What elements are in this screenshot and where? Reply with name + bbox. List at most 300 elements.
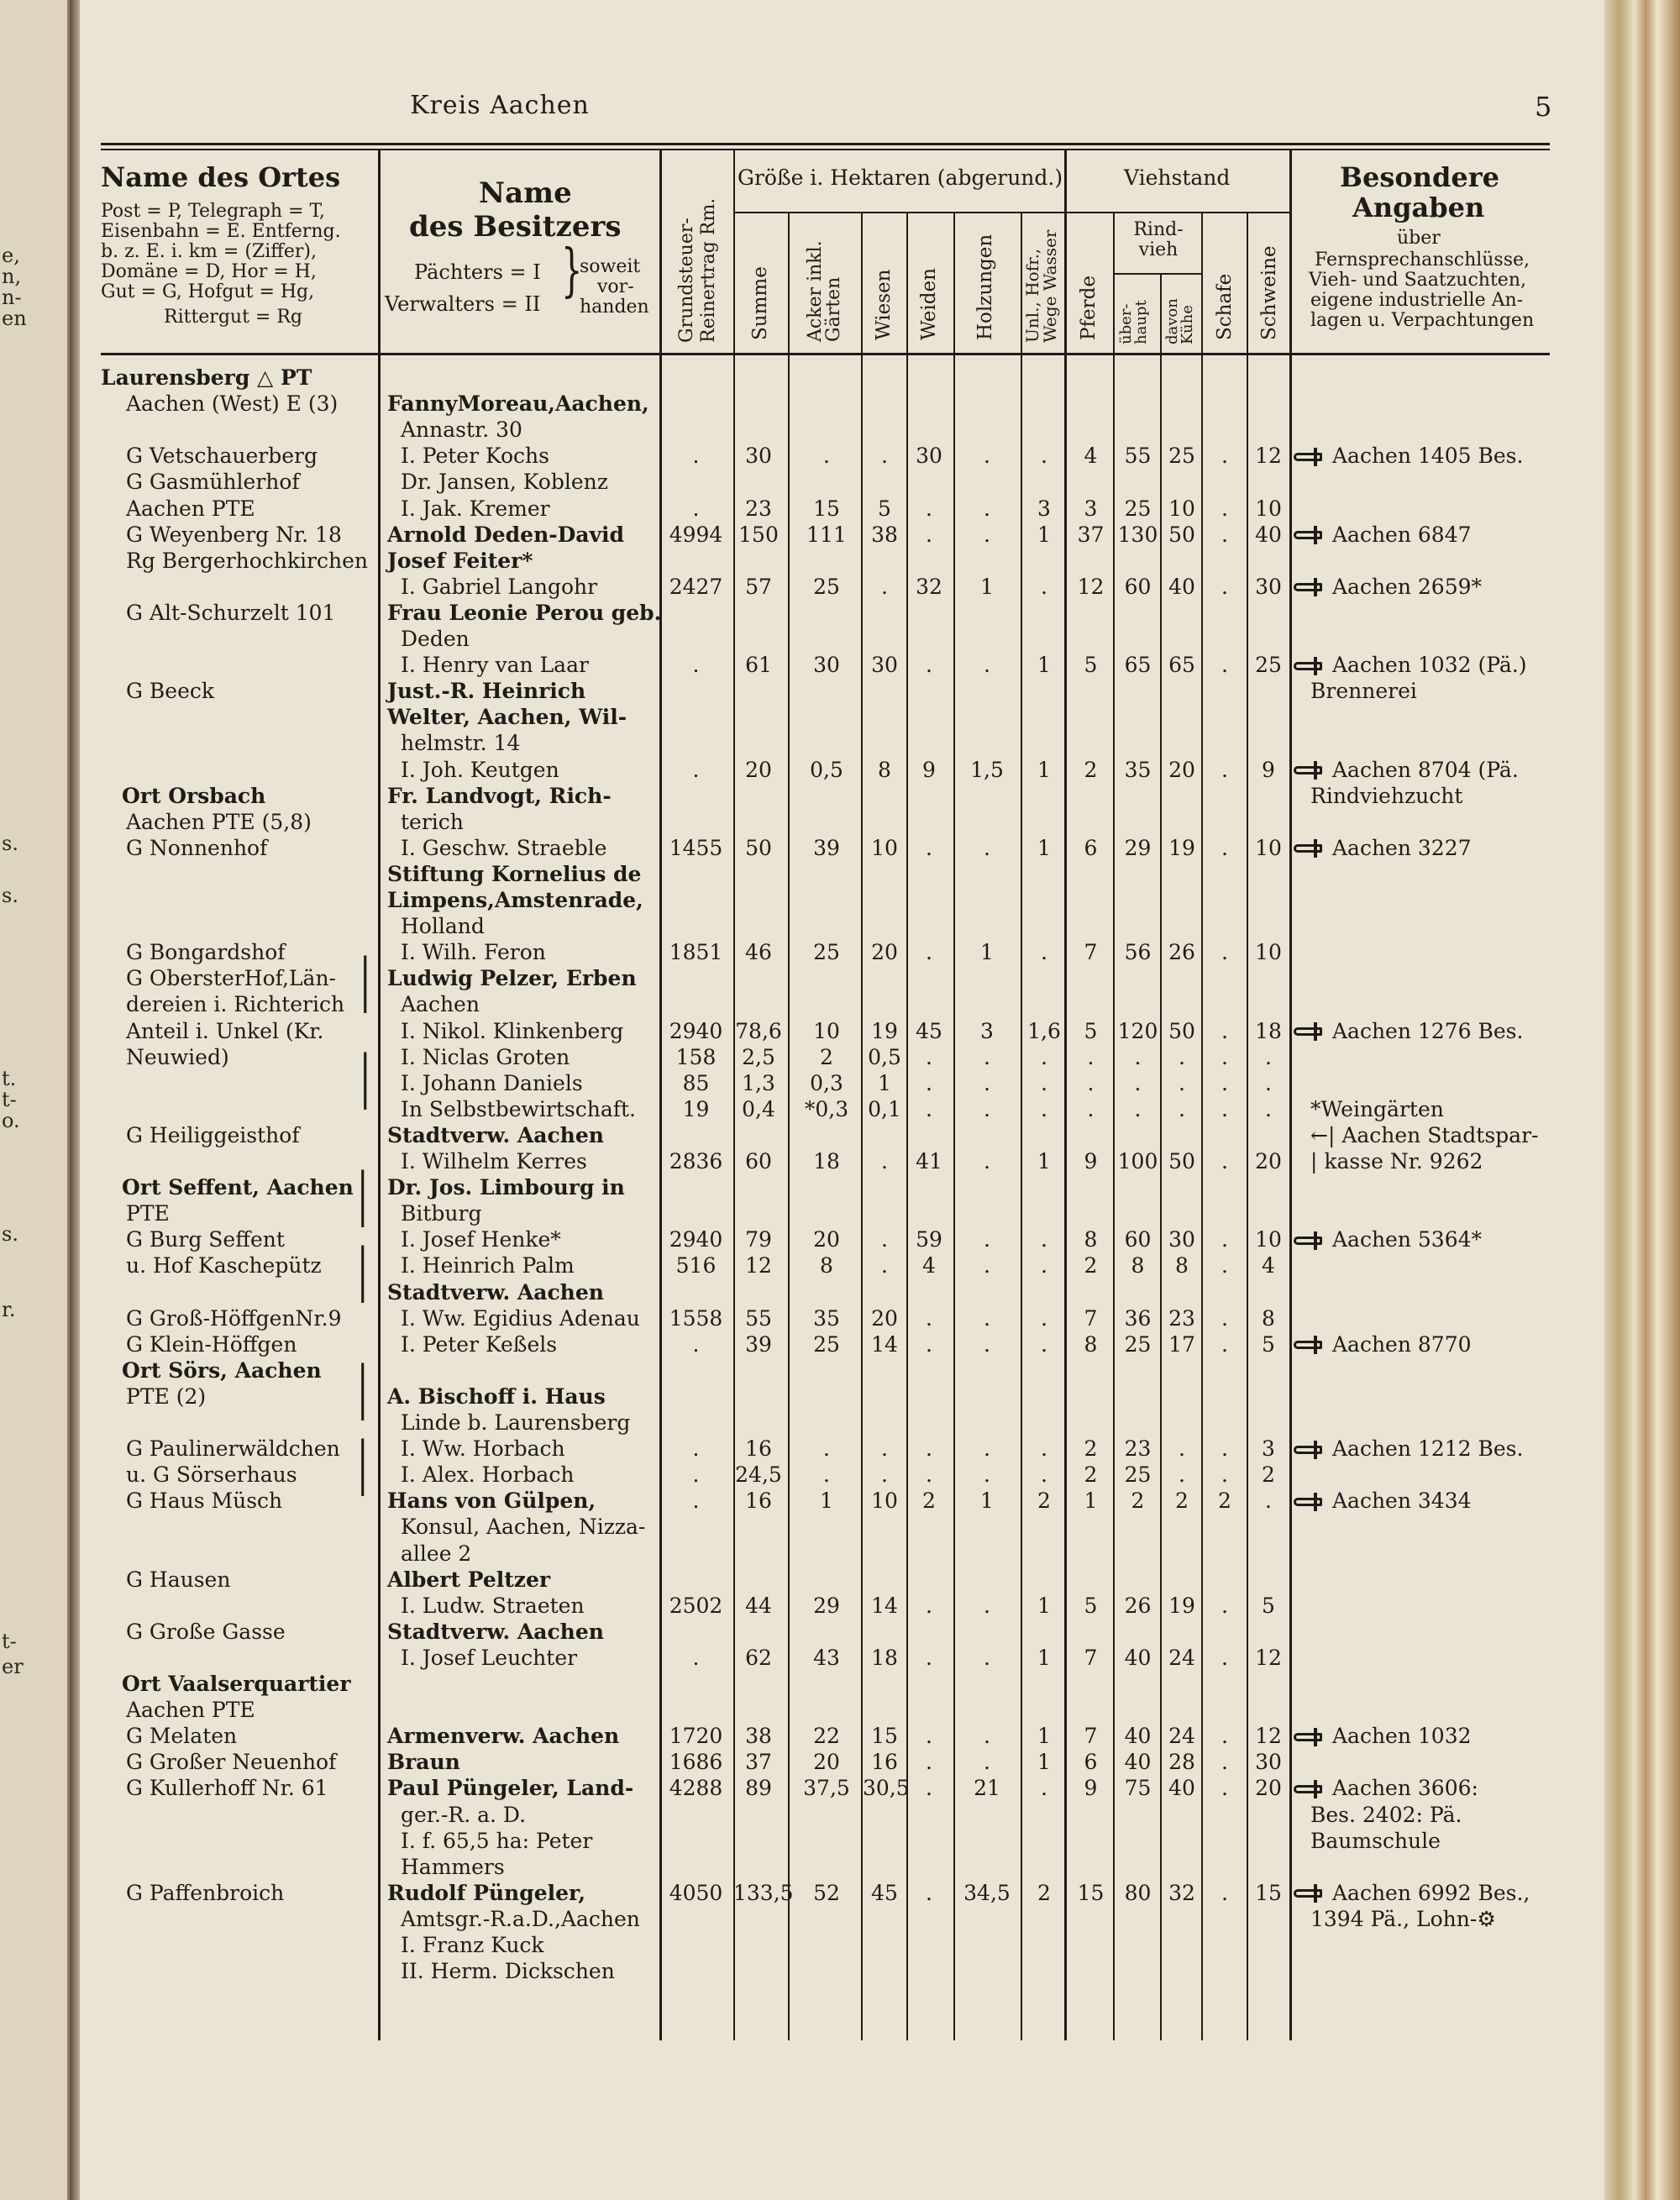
angaben-text: Aachen 8770 <box>1332 1331 1472 1357</box>
besitzer-legend-1: Pächters = I <box>414 260 541 284</box>
ort-cell: G Alt-Schurzelt 101 <box>126 600 336 625</box>
schafe-cell: . <box>1221 1880 1228 1905</box>
pferde-cell: 9 <box>1084 1776 1098 1801</box>
ort-cell: G Groß-HöffgenNr.9 <box>126 1305 342 1331</box>
schafe-cell: . <box>1221 1149 1228 1174</box>
rind-ueberhaupt-cell: 8 <box>1131 1253 1145 1279</box>
weiden-cell: 41 <box>916 1149 942 1174</box>
schweine-cell: 8 <box>1262 1305 1275 1331</box>
ort-cell: u. Hof Kaschepütz <box>126 1253 322 1279</box>
page-header: Kreis Aachen <box>410 91 590 120</box>
page-stack-edge <box>1604 0 1680 2200</box>
weiden-cell: 59 <box>916 1227 942 1252</box>
pferde-cell: 5 <box>1084 1593 1098 1618</box>
schafe-cell: . <box>1221 1724 1228 1749</box>
schweine-cell: 4 <box>1262 1253 1275 1279</box>
wiesen-cell: 19 <box>871 1018 898 1043</box>
table-row <box>80 887 1609 913</box>
schweine-cell: 18 <box>1255 1018 1282 1043</box>
weiden-header: Weiden <box>918 268 940 340</box>
ort-cell: PTE (2) <box>126 1384 207 1409</box>
holzungen-cell: 3 <box>980 1018 994 1043</box>
unland-cell: 1 <box>1037 835 1051 860</box>
unland-cell: 1 <box>1037 1750 1051 1775</box>
ort-cell: Aachen PTE (5,8) <box>126 809 312 834</box>
schafe-cell: . <box>1221 1750 1228 1775</box>
table-row <box>80 1122 1609 1148</box>
table-row <box>80 1279 1609 1305</box>
schweine-cell: 20 <box>1255 1149 1282 1174</box>
holzungen-cell: . <box>984 1436 990 1462</box>
angaben-legend-1: über <box>1397 228 1441 249</box>
angaben-text: Aachen 6992 Bes., <box>1332 1880 1530 1905</box>
wiesen-cell: . <box>881 1462 888 1488</box>
ort-cell: G Heiliggeisthof <box>126 1122 300 1147</box>
group-brace-1: | <box>360 948 371 1015</box>
wiesen-cell: 30,5 <box>863 1776 910 1801</box>
ort-cell: Ort Seffent, Aachen <box>122 1175 354 1200</box>
acker-cell: 18 <box>813 1149 840 1174</box>
schweine-cell: 12 <box>1255 1645 1282 1670</box>
angaben-cell <box>1294 443 1613 469</box>
table-row <box>80 1331 1609 1357</box>
kuehe-cell: 50 <box>1168 1149 1195 1174</box>
table-row <box>80 1436 1609 1462</box>
pferde-cell: 5 <box>1084 1018 1098 1043</box>
weiden-cell: . <box>926 496 932 521</box>
summe-cell: 30 <box>745 444 772 469</box>
unland-cell: . <box>1041 1227 1047 1252</box>
acker-cell: 52 <box>813 1880 840 1905</box>
kuehe-cell: 20 <box>1168 757 1195 782</box>
angaben-text: 1394 Pä., Lohn-⚙ <box>1310 1906 1496 1931</box>
besitzer-cell: helmstr. 14 <box>401 731 521 756</box>
schweine-cell: 10 <box>1255 1227 1282 1252</box>
summe-cell: 0,4 <box>742 1096 775 1121</box>
left-page-fragment: t- <box>2 1088 17 1111</box>
grundsteuer-cell: 2940 <box>669 1018 723 1043</box>
telephone-icon <box>1294 660 1326 674</box>
holzungen-cell: . <box>984 1593 990 1618</box>
grundsteuer-cell: 19 <box>682 1096 710 1121</box>
ort-cell: Anteil i. Unkel (Kr. <box>126 1018 324 1043</box>
grundsteuer-cell: . <box>692 1436 700 1462</box>
grundsteuer-cell: . <box>692 1331 700 1357</box>
besitzer-cell: I. Wilh. Feron <box>401 940 546 965</box>
angaben-text: Aachen 3227 <box>1332 835 1472 860</box>
wiesen-cell: . <box>881 1253 888 1279</box>
acker-cell: . <box>823 444 830 469</box>
angaben-cell <box>1294 757 1613 783</box>
besitzer-cell: FannyMoreau,Aachen, <box>387 391 649 417</box>
table-row <box>80 1148 1609 1174</box>
besitzer-cell: I. Ww. Horbach <box>401 1436 565 1462</box>
angaben-text: Aachen 1032 (Pä.) <box>1332 653 1527 678</box>
weiden-cell: . <box>926 653 932 678</box>
grundsteuer-cell: 158 <box>675 1044 717 1069</box>
header-bottom-rule <box>101 353 1550 355</box>
besitzer-brace: } <box>561 238 583 305</box>
table-row <box>80 913 1609 939</box>
pferde-cell: 6 <box>1084 1750 1098 1775</box>
besitzer-cell: Stiftung Kornelius de <box>387 861 642 886</box>
rind-ueberhaupt-cell: 130 <box>1117 522 1158 547</box>
unland-cell: 1 <box>1037 1593 1051 1618</box>
besitzer-cell: In Selbstbewirtschaft. <box>401 1096 636 1121</box>
acker-cell: 1 <box>820 1489 833 1514</box>
angaben-text: Baumschule <box>1310 1828 1441 1853</box>
table-row <box>80 548 1609 574</box>
pferde-cell: 5 <box>1084 653 1098 678</box>
summe-cell: 57 <box>745 574 772 599</box>
holzungen-cell: 34,5 <box>963 1880 1011 1905</box>
ort-cell: Ort Sörs, Aachen <box>122 1357 322 1383</box>
summe-cell: 37 <box>745 1750 772 1775</box>
weiden-cell: . <box>926 1880 932 1905</box>
kuehe-header: davon Kühe <box>1163 298 1196 344</box>
holzungen-cell: . <box>984 1070 990 1095</box>
holzungen-cell: . <box>984 1750 990 1775</box>
schweine-cell: 2 <box>1262 1462 1275 1488</box>
ort-cell: G Paffenbroich <box>126 1880 285 1905</box>
summe-cell: 61 <box>745 653 772 678</box>
grundsteuer-cell: 2836 <box>669 1149 723 1174</box>
telephone-icon <box>1294 1444 1326 1457</box>
schafe-cell: . <box>1221 940 1228 965</box>
unland-cell: . <box>1041 1331 1047 1357</box>
summe-cell: 1,3 <box>742 1070 775 1095</box>
pferde-cell: . <box>1087 1044 1095 1069</box>
telephone-icon <box>1294 529 1326 543</box>
besitzer-cell: Hans von Gülpen, <box>387 1489 596 1514</box>
grundsteuer-cell: 1851 <box>669 940 723 965</box>
acker-cell: 29 <box>813 1593 840 1618</box>
acker-cell: 30 <box>813 653 840 678</box>
weiden-cell: . <box>926 1436 932 1462</box>
schafe-cell: . <box>1221 757 1228 782</box>
besitzer-cell: I. Gabriel Langohr <box>401 574 598 599</box>
besitzer-cell: I. Joh. Keutgen <box>401 757 559 782</box>
angaben-text: Aachen 5364* <box>1332 1227 1483 1252</box>
acker-cell: 111 <box>806 522 847 547</box>
holzungen-cell: . <box>984 1227 990 1252</box>
holzungen-cell: . <box>984 444 990 469</box>
left-page-fragment: e, <box>2 244 20 267</box>
angaben-text: Aachen 8704 (Pä. <box>1332 757 1519 782</box>
angaben-legend-5: lagen u. Verpachtungen <box>1310 310 1535 331</box>
pferde-cell: 7 <box>1084 940 1098 965</box>
besitzer-cell: Annastr. 30 <box>401 417 522 443</box>
unland-cell: 2 <box>1037 1489 1051 1514</box>
angaben-cell <box>1294 1018 1613 1044</box>
besitzer-cell: I. f. 65,5 ha: Peter <box>401 1828 593 1853</box>
besitzer-cell: I. Franz Kuck <box>401 1933 544 1957</box>
table-row <box>80 1880 1609 1906</box>
schafe-cell: . <box>1221 496 1228 521</box>
left-page-fragment: s. <box>2 884 18 907</box>
table-row <box>80 1514 1609 1540</box>
wiesen-cell: 15 <box>871 1724 898 1749</box>
angaben-cell <box>1294 1122 1630 1148</box>
grundsteuer-cell: 4050 <box>669 1880 723 1905</box>
table-row <box>80 652 1609 678</box>
angaben-text: Rindviehzucht <box>1310 783 1463 808</box>
besitzer-cell: I. Josef Henke* <box>401 1227 561 1252</box>
acker-cell: 25 <box>813 1331 840 1357</box>
kuehe-cell: 2 <box>1175 1489 1189 1514</box>
acker-cell: 22 <box>813 1724 840 1749</box>
angaben-title-1: Besondere <box>1340 161 1499 193</box>
pferde-cell: 8 <box>1084 1331 1098 1357</box>
table-row <box>80 1488 1609 1514</box>
pferde-cell: . <box>1087 1070 1095 1095</box>
table-row <box>80 417 1609 443</box>
besitzer-cell: Hammers <box>401 1854 505 1879</box>
pferde-cell: 15 <box>1077 1880 1105 1905</box>
left-page-fragment: s. <box>2 1222 18 1246</box>
pferde-cell: 12 <box>1077 574 1105 599</box>
book-spine <box>70 0 80 2200</box>
weiden-cell: . <box>926 1070 932 1095</box>
ort-cell: G Hausen <box>126 1567 231 1592</box>
acker-cell: . <box>823 1462 830 1488</box>
wiesen-cell: . <box>881 444 888 469</box>
weiden-cell: 32 <box>916 574 942 599</box>
besitzer-cell: allee 2 <box>401 1541 472 1566</box>
table-row <box>80 809 1609 835</box>
besitzer-cell: Konsul, Aachen, Nizza- <box>401 1515 646 1540</box>
table-row <box>80 1384 1609 1410</box>
grundsteuer-cell: 85 <box>682 1070 710 1095</box>
wiesen-cell: . <box>881 1436 888 1462</box>
angaben-cell <box>1294 678 1630 704</box>
rind-ueberhaupt-cell: 120 <box>1117 1018 1158 1043</box>
left-page-fragment: t. <box>2 1067 17 1090</box>
acker-cell: 15 <box>813 496 840 521</box>
grundsteuer-cell: 1686 <box>669 1750 723 1775</box>
ort-cell: G Burg Seffent <box>126 1227 285 1252</box>
besitzer-cell: Braun <box>387 1750 460 1775</box>
schafe-cell: . <box>1221 1305 1228 1331</box>
ort-cell: dereien i. Richterich <box>126 992 345 1017</box>
angaben-cell <box>1294 522 1613 548</box>
rind-ueberhaupt-cell: . <box>1134 1096 1142 1121</box>
holzungen-cell: . <box>984 653 990 678</box>
angaben-cell <box>1294 1226 1613 1252</box>
rind-ueberhaupt-cell: 100 <box>1117 1149 1158 1174</box>
kuehe-cell: 26 <box>1168 940 1195 965</box>
besitzer-cell: I. Alex. Horbach <box>401 1462 575 1488</box>
wiesen-cell: 16 <box>871 1750 898 1775</box>
besitzer-cell: I. Wilhelm Kerres <box>401 1149 587 1174</box>
summe-cell: 24,5 <box>735 1462 782 1488</box>
acker-cell: *0,3 <box>804 1096 849 1121</box>
weiden-cell: 30 <box>916 444 942 469</box>
schafe-cell: . <box>1221 835 1228 860</box>
acker-cell: 2 <box>820 1044 833 1069</box>
ort-cell: G Haus Müsch <box>126 1489 283 1514</box>
group-brace-2: | <box>360 1044 371 1111</box>
schweine-cell: 12 <box>1255 444 1282 469</box>
groesse-sub-rule <box>733 212 1066 213</box>
weiden-cell: . <box>926 1776 932 1801</box>
table-row <box>80 1854 1609 1880</box>
angaben-legend-3: Vieh- und Saatzuchten, <box>1309 270 1526 291</box>
ort-cell: G Vetschauerberg <box>126 444 318 469</box>
telephone-icon <box>1294 581 1326 595</box>
grundsteuer-cell: 1720 <box>669 1724 723 1749</box>
pferde-cell: 2 <box>1084 1436 1098 1462</box>
telephone-icon <box>1294 1026 1326 1039</box>
pferde-cell: 2 <box>1084 1462 1098 1488</box>
table-row <box>80 1567 1609 1593</box>
group-brace-4: | <box>357 1237 369 1305</box>
schweine-cell: . <box>1265 1096 1272 1121</box>
table-row <box>80 1410 1609 1436</box>
weiden-cell: . <box>926 1645 932 1670</box>
unland-cell: 2 <box>1037 1880 1051 1905</box>
besitzer-title-1: Name <box>479 176 572 210</box>
weiden-cell: . <box>926 1593 932 1618</box>
kuehe-cell: 24 <box>1168 1724 1195 1749</box>
angaben-cell <box>1294 1148 1630 1174</box>
ort-title: Name des Ortes <box>101 161 341 193</box>
besitzer-cell: Stadtverw. Aachen <box>387 1619 604 1644</box>
besitzer-cell: I. Josef Leuchter <box>401 1645 578 1670</box>
table-row <box>80 1174 1609 1200</box>
schafe-header: Schafe <box>1214 273 1236 340</box>
left-page-fragment: er <box>2 1655 24 1678</box>
unland-cell: 3 <box>1037 496 1051 521</box>
pferde-cell: 6 <box>1084 835 1098 860</box>
besitzer-cell: Fr. Landvogt, Rich- <box>387 783 612 808</box>
besitzer-cell: Stadtverw. Aachen <box>387 1279 604 1305</box>
summe-header: Summe <box>749 266 771 340</box>
holzungen-header: Holzungen <box>974 234 996 340</box>
rind-ueberhaupt-cell: 23 <box>1124 1436 1152 1462</box>
summe-cell: 62 <box>745 1645 772 1670</box>
angaben-text: Aachen 6847 <box>1332 522 1472 547</box>
holzungen-cell: . <box>984 496 990 521</box>
table-row <box>80 522 1609 548</box>
besitzer-cell: Deden <box>401 627 470 651</box>
besitzer-cell: Holland <box>401 914 485 939</box>
unland-cell: 1 <box>1037 653 1051 678</box>
table-row <box>80 730 1609 756</box>
holzungen-cell: . <box>984 1462 990 1488</box>
acker-cell: 8 <box>820 1253 833 1279</box>
ort-legend-4: Domäne = D, Hor = H, <box>101 261 317 282</box>
telephone-icon <box>1294 1235 1326 1248</box>
table-row <box>80 1252 1609 1279</box>
weiden-cell: 4 <box>922 1253 936 1279</box>
summe-cell: 89 <box>745 1776 772 1801</box>
table-row <box>80 678 1609 704</box>
schweine-cell: 10 <box>1255 940 1282 965</box>
kuehe-cell: . <box>1179 1070 1185 1095</box>
wiesen-cell: 20 <box>871 1305 898 1331</box>
grundsteuer-cell: 4288 <box>669 1776 723 1801</box>
kuehe-cell: 65 <box>1168 653 1195 678</box>
besitzer-cell: I. Heinrich Palm <box>401 1253 575 1279</box>
weiden-cell: . <box>926 1044 932 1069</box>
ort-cell: G Beeck <box>126 679 215 704</box>
rind-ueberhaupt-cell: 55 <box>1124 444 1152 469</box>
besitzer-title-2: des Besitzers <box>409 210 622 244</box>
holzungen-cell: . <box>984 1724 990 1749</box>
schafe-cell: 2 <box>1218 1489 1231 1514</box>
summe-cell: 46 <box>745 940 772 965</box>
angaben-text: Aachen 1032 <box>1332 1724 1472 1749</box>
holzungen-cell: . <box>984 835 990 860</box>
besitzer-legend-4: vor- <box>597 276 634 297</box>
schafe-cell: . <box>1221 1331 1228 1357</box>
page-number: 5 <box>1535 91 1552 123</box>
table-row <box>80 626 1609 652</box>
table-row <box>80 1775 1609 1801</box>
wiesen-cell: 10 <box>871 1489 898 1514</box>
ort-cell: u. G Sörserhaus <box>126 1462 297 1488</box>
angaben-cell <box>1294 1723 1613 1749</box>
besitzer-cell: A. Bischoff i. Haus <box>387 1384 606 1409</box>
besitzer-cell: I. Peter Keßels <box>401 1331 558 1357</box>
rind-ueberhaupt-cell: 25 <box>1124 1462 1152 1488</box>
rind-ueberhaupt-cell: 2 <box>1131 1489 1145 1514</box>
schafe-cell: . <box>1221 1227 1228 1252</box>
table-row <box>80 1070 1609 1096</box>
angaben-text: ←| Aachen Stadtspar- <box>1310 1122 1539 1147</box>
besitzer-cell: Armenverw. Aachen <box>387 1724 620 1749</box>
angaben-cell <box>1294 652 1613 678</box>
schafe-cell: . <box>1221 1018 1228 1043</box>
ort-legend-6: Rittergut = Rg <box>164 307 302 328</box>
telephone-icon <box>1294 451 1326 465</box>
table-row <box>80 1749 1609 1775</box>
kuehe-cell: . <box>1179 1044 1185 1069</box>
weiden-cell: . <box>926 1305 932 1331</box>
weiden-cell: 45 <box>916 1018 942 1043</box>
kuehe-cell: 19 <box>1168 835 1195 860</box>
holzungen-cell: . <box>984 522 990 547</box>
schweine-cell: 10 <box>1255 496 1282 521</box>
angaben-legend-4: eigene industrielle An- <box>1310 290 1524 311</box>
kuehe-cell: . <box>1179 1462 1185 1488</box>
wiesen-cell: 0,1 <box>868 1096 901 1121</box>
rind-ueberhaupt-cell: 75 <box>1124 1776 1152 1801</box>
unland-cell: . <box>1041 940 1047 965</box>
table-row <box>80 757 1609 783</box>
ort-cell: Aachen PTE <box>126 1698 255 1723</box>
pferde-cell: 3 <box>1084 496 1098 521</box>
ort-cell: G Paulinerwäldchen <box>126 1436 340 1462</box>
left-page-fragment: n, <box>2 265 22 288</box>
ort-cell: G Gasmühlerhof <box>126 470 300 495</box>
angaben-text: Aachen 3606: <box>1332 1776 1478 1801</box>
besitzer-cell: Dr. Jansen, Koblenz <box>401 470 608 495</box>
summe-cell: 79 <box>745 1227 772 1252</box>
acker-cell: 39 <box>813 835 840 860</box>
unland-cell: . <box>1041 1436 1047 1462</box>
schweine-cell: 3 <box>1262 1436 1275 1462</box>
besitzer-cell: Josef Feiter* <box>387 548 533 573</box>
rind-ueberhaupt-cell: 26 <box>1124 1593 1152 1618</box>
schafe-cell: . <box>1221 1593 1228 1618</box>
ort-cell: G Nonnenhof <box>126 835 268 860</box>
table-row <box>80 965 1609 991</box>
angaben-cell <box>1294 1096 1630 1122</box>
angaben-title-2: Angaben <box>1352 192 1485 223</box>
summe-cell: 12 <box>745 1253 772 1279</box>
